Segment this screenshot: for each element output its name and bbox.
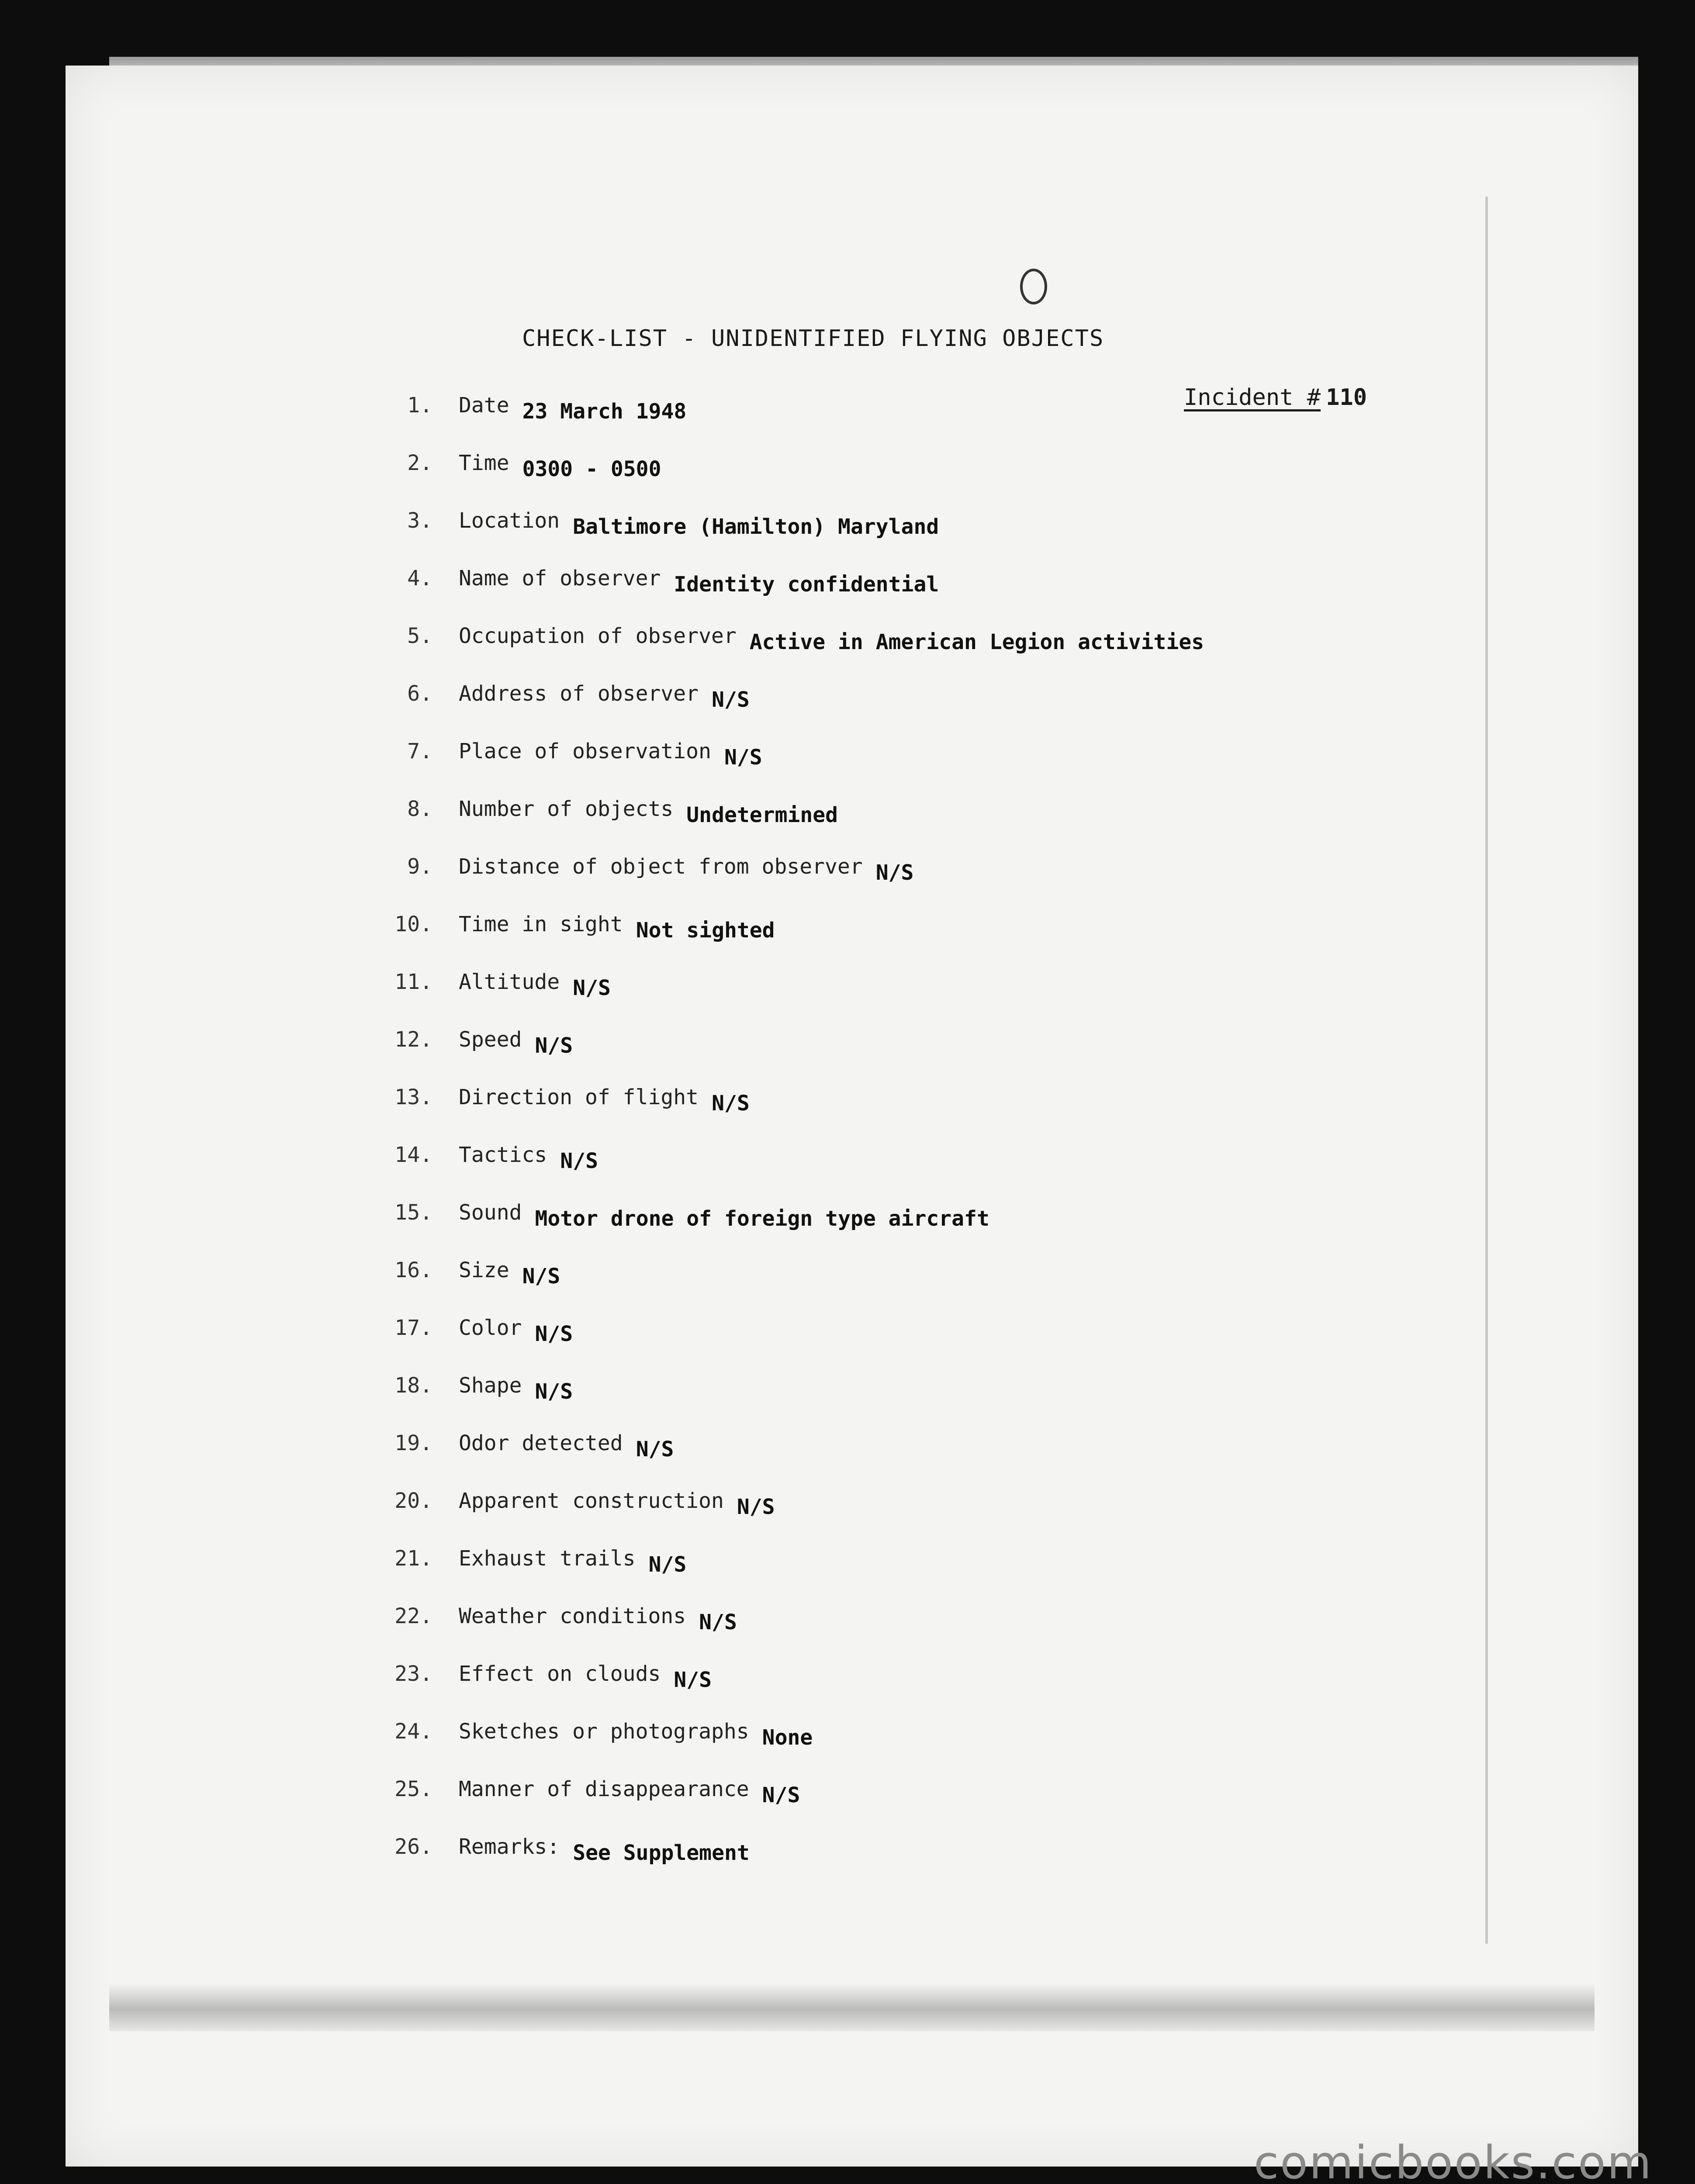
item-number: 23.	[394, 1662, 432, 1686]
item-label: Manner of disappearance	[459, 1777, 749, 1801]
item-value: See Supplement	[573, 1841, 750, 1865]
item-value: N/S	[699, 1610, 737, 1635]
item-number: 1.	[407, 393, 432, 418]
item-number: 14.	[394, 1143, 432, 1167]
item-value: N/S	[712, 688, 750, 712]
checklist-item	[354, 566, 939, 601]
item-label: Place of observation	[459, 739, 711, 764]
checklist-item	[354, 1085, 750, 1120]
item-value: Baltimore (Hamilton) Maryland	[573, 515, 939, 539]
item-number: 20.	[394, 1489, 432, 1513]
item-label: Effect on clouds	[459, 1662, 661, 1686]
item-number: 16.	[394, 1258, 432, 1282]
checklist-item	[354, 1027, 573, 1062]
item-label: Location	[459, 508, 560, 533]
checklist-item	[354, 1662, 712, 1697]
item-label: Time	[459, 451, 509, 475]
checklist-item	[354, 1373, 573, 1408]
item-label: Size	[459, 1258, 509, 1282]
item-number: 8.	[407, 797, 432, 821]
item-label: Altitude	[459, 970, 560, 994]
item-value: 0300 - 0500	[522, 457, 661, 481]
item-number: 3.	[407, 508, 432, 533]
checklist-item	[354, 1777, 800, 1812]
checklist-item	[354, 1200, 989, 1235]
item-number: 18.	[394, 1373, 432, 1398]
checklist-item	[354, 451, 661, 486]
item-number: 22.	[394, 1604, 432, 1628]
checklist-item	[354, 1489, 775, 1524]
item-value: N/S	[724, 745, 762, 770]
checklist-item	[354, 1258, 560, 1293]
item-label: Date	[459, 393, 509, 418]
item-value: N/S	[674, 1668, 712, 1692]
item-label: Apparent construction	[459, 1489, 724, 1513]
checklist-item	[354, 508, 939, 543]
checklist-item	[354, 739, 762, 774]
item-value: Undetermined	[686, 803, 838, 827]
incident-label: Incident #	[1184, 384, 1321, 411]
item-value: N/S	[535, 1033, 573, 1058]
checklist-item	[354, 1316, 573, 1351]
item-number: 9.	[407, 854, 432, 879]
item-number: 15.	[394, 1200, 432, 1225]
item-label: Sound	[459, 1200, 522, 1225]
item-number: 25.	[394, 1777, 432, 1801]
item-value: Not sighted	[636, 918, 775, 943]
item-number: 17.	[394, 1316, 432, 1340]
item-label: Time in sight	[459, 912, 623, 936]
item-label: Odor detected	[459, 1431, 623, 1455]
item-label: Remarks:	[459, 1835, 560, 1859]
checklist-item	[354, 1143, 598, 1178]
item-number: 12.	[394, 1027, 432, 1052]
item-number: 13.	[394, 1085, 432, 1109]
item-value: N/S	[573, 976, 611, 1000]
checklist-item	[354, 681, 750, 716]
item-value: N/S	[535, 1379, 573, 1404]
checklist-item	[354, 1604, 737, 1639]
checklist-item	[354, 1719, 813, 1754]
checklist-item	[354, 393, 686, 428]
item-label: Color	[459, 1316, 522, 1340]
item-label: Shape	[459, 1373, 522, 1398]
item-number: 26.	[394, 1835, 432, 1859]
item-label: Number of objects	[459, 797, 674, 821]
checklist-item	[354, 1546, 686, 1581]
item-value: N/S	[712, 1091, 750, 1116]
item-value: N/S	[636, 1437, 674, 1462]
item-value: N/S	[648, 1552, 687, 1577]
item-value: Identity confidential	[674, 572, 939, 597]
item-value: N/S	[535, 1322, 573, 1346]
item-value: 23 March 1948	[522, 399, 687, 424]
checklist-item	[354, 912, 775, 947]
item-value: Active in American Legion activities	[749, 630, 1204, 654]
item-number: 2.	[407, 451, 432, 475]
item-value: None	[762, 1725, 813, 1750]
item-number: 6.	[407, 681, 432, 706]
item-number: 4.	[407, 566, 432, 591]
item-value: N/S	[737, 1495, 775, 1519]
item-value: N/S	[522, 1264, 560, 1289]
item-number: 5.	[407, 624, 432, 648]
checklist-item	[354, 1835, 750, 1870]
document-title: CHECK-LIST - UNIDENTIFIED FLYING OBJECTS	[522, 325, 1104, 352]
item-number: 11.	[394, 970, 432, 994]
checklist-item	[354, 854, 913, 889]
item-label: Sketches or photographs	[459, 1719, 749, 1744]
item-label: Name of observer	[459, 566, 661, 591]
item-number: 19.	[394, 1431, 432, 1455]
item-number: 24.	[394, 1719, 432, 1744]
checklist-item	[354, 797, 838, 832]
item-value: Motor drone of foreign type aircraft	[535, 1206, 989, 1231]
checklist-item	[354, 624, 1204, 659]
item-label: Tactics	[459, 1143, 547, 1167]
checklist-item	[354, 970, 611, 1005]
checklist-item	[354, 1431, 674, 1466]
item-label: Direction of flight	[459, 1085, 699, 1109]
item-number: 7.	[407, 739, 432, 764]
incident-value: 110	[1326, 384, 1367, 411]
item-number: 10.	[394, 912, 432, 936]
item-label: Weather conditions	[459, 1604, 686, 1628]
item-label: Speed	[459, 1027, 522, 1052]
item-label: Distance of object from observer	[459, 854, 863, 879]
item-label: Exhaust trails	[459, 1546, 636, 1571]
item-value: N/S	[875, 860, 914, 885]
item-label: Occupation of observer	[459, 624, 737, 648]
watermark: comicbooks.com	[1254, 2136, 1653, 2184]
item-value: N/S	[762, 1783, 800, 1807]
item-number: 21.	[394, 1546, 432, 1571]
item-label: Address of observer	[459, 681, 699, 706]
item-value: N/S	[560, 1149, 598, 1173]
